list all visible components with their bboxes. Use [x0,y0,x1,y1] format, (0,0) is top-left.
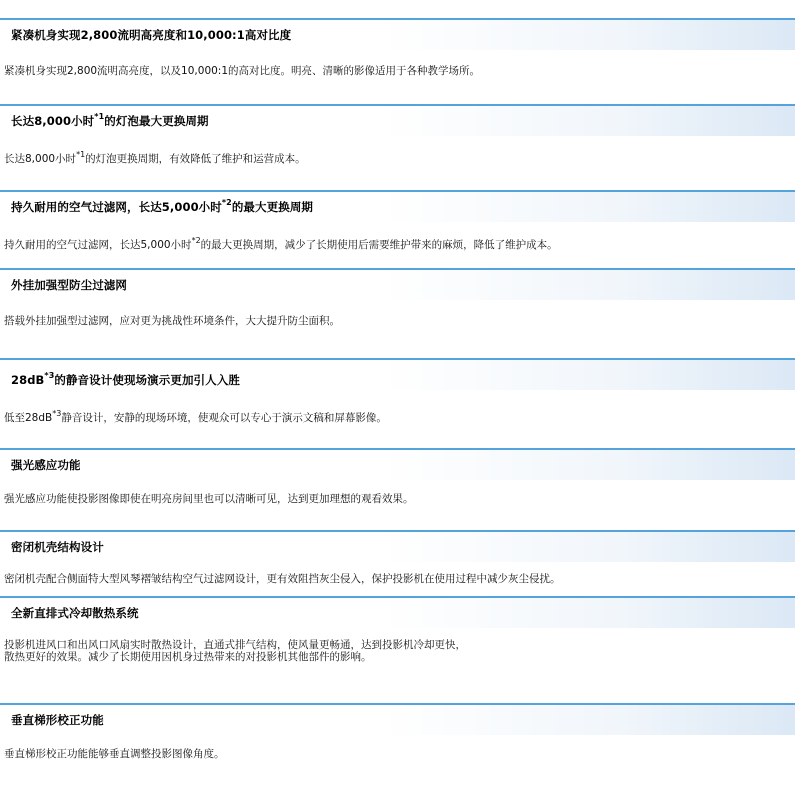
footnote-marker: *2 [191,235,201,245]
text-run: 强光感应功能使投影图像即使在明亮房间里也可以清晰可见，达到更加理想的观看效果。 [4,493,414,505]
description-line [4,235,558,251]
section-title [11,113,209,129]
description-line [4,65,480,77]
section-description [4,149,306,165]
footnote-marker: *1 [76,149,86,159]
section-header [0,596,795,628]
description-line [4,651,466,663]
section-title [11,605,139,621]
section-title [11,277,127,293]
section-description [4,748,225,760]
text-run: 投影机进风口和出风口风扇实时散热设计，直通式排气结构，使风量更畅通，达到投影机冷却更快， [4,639,466,651]
section-description [4,573,561,585]
section-header [0,530,795,562]
text-run: 静音设计，安静的现场环境，使观众可以专心于演示文稿和屏幕影像。 [61,412,387,424]
text-run: 长达8,000小时 [11,114,95,128]
text-run: 密闭机壳配合侧面特大型风琴褶皱结构空气过滤网设计，更有效阻挡灰尘侵入，保护投影机在使用过程中减少灰尘侵扰。 [4,573,561,585]
section-header [0,448,795,480]
text-run: 紧凑机身实现2,800流明高亮度，以及10,000:1的高对比度。明亮、清晰的影像适用于各种教学场所。 [4,65,481,77]
description-line [4,408,387,424]
description-line [4,149,306,165]
text-run: 搭载外挂加强型过滤网，应对更为挑战性环境条件，大大提升防尘面积。 [4,315,340,327]
section-title [11,27,291,43]
text-run: 散热更好的效果。减少了长期使用因机身过热带来的对投影机其他部件的影响。 [4,651,372,663]
text-run: 外挂加强型防尘过滤网 [11,278,127,292]
text-run: 垂直梯形校正功能能够垂直调整投影图像角度。 [4,748,225,760]
description-line [4,639,466,651]
text-run: 持久耐用的空气过滤网，长达5,000小时 [4,239,192,251]
section-header [0,18,795,50]
text-run: 全新直排式冷却散热系统 [11,606,139,620]
text-run: 低至28dB [4,412,53,424]
text-run: 密闭机壳结构设计 [11,540,104,554]
section-header [0,358,795,390]
section-description [4,639,466,663]
text-run: 持久耐用的空气过滤网，长达5,000小时 [11,200,222,214]
description-line [4,493,414,505]
section-title [11,199,313,215]
section-header [0,703,795,735]
text-run: 紧凑机身实现2,800流明高亮度和10,000:1高对比度 [11,28,292,42]
footnote-marker: *1 [94,112,105,122]
description-line [4,748,225,760]
section-title [11,457,81,473]
text-run: 强光感应功能 [11,458,81,472]
text-run: 垂直梯形校正功能 [11,713,104,727]
section-title [11,539,104,555]
text-run: 长达8,000小时 [4,153,77,165]
section-title [11,712,104,728]
section-description [4,315,340,327]
section-description [4,408,387,424]
section-header [0,190,795,222]
section-description [4,493,414,505]
description-line [4,573,561,585]
section-header [0,104,795,136]
footnote-marker: *3 [44,371,55,381]
section-description [4,65,480,77]
section-header [0,268,795,300]
text-run: 的灯泡更换周期，有效降低了维护和运营成本。 [85,153,306,165]
text-run: 的静音设计使现场演示更加引人入胜 [54,373,240,387]
section-description [4,235,558,251]
text-run: 的最大更换周期，减少了长期使用后需要维护带来的麻烦，降低了维护成本。 [200,239,558,251]
footnote-marker: *3 [52,408,62,418]
section-title [11,372,240,388]
description-line [4,315,340,327]
text-run: 28dB [11,373,45,387]
text-run: 的最大更换周期 [231,200,314,214]
footnote-marker: *2 [221,198,232,208]
text-run: 的灯泡最大更换周期 [104,114,209,128]
